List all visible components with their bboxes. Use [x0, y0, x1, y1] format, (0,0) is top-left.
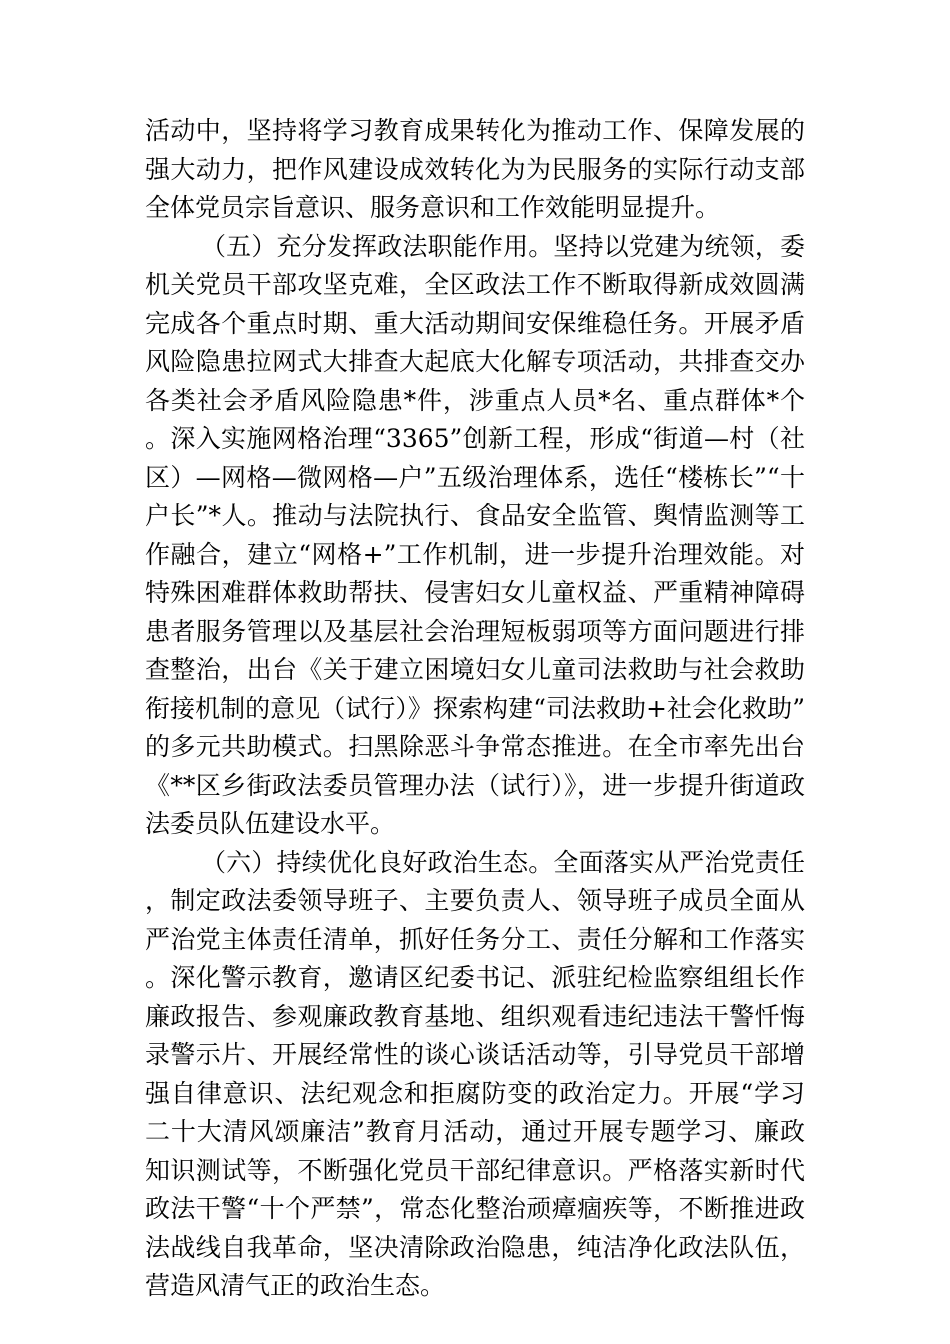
document-page — [145, 112, 805, 1306]
paragraph-section-six: （六）持续优化良好政治生态。全面落实从严治党责任，制定政法委领导班子、主要负责人、领导班子成员全面从严治党主体责任清单，抓好任务分工、责任分解和工作落实。深化警示教育，邀请区纪委书记、派驻纪检监察组组长作廉政报告、参观廉政教育基地、组织观看违纪违法干警忏悔录警示片、开展经常性的谈心谈话活动等，引导党员干部增强自律意识、法纪观念和拒腐防变的政治定力。开展“学习二十大清风颂廉洁”教育月活动，通过开展专题学习、廉政知识测试等，不断强化党员干部纪律意识。严格落实新时代政法干警“十个严禁”，常态化整治顽瘴痼疾等，不断推进政法战线自我革命，坚决清除政治隐患，纯洁净化政法队伍，营造风清气正的政治生态。 — [145, 847, 805, 1300]
paragraph-section-five: （五）充分发挥政法职能作用。坚持以党建为统领，委机关党员干部攻坚克难，全区政法工作不断取得新成效圆满完成各个重点时期、重大活动期间安保维稳任务。开展矛盾风险隐患拉网式大排查大起底大化解专项活动，共排查交办各类社会矛盾风险隐患*件，涉重点人员*名、重点群体*个。深入实施网格治理“3365”创新工程，形成“街道—村（社区）—网格—微网格—户”五级治理体系，选任“楼栋长”“十户长”*人。推动与法院执行、食品安全监管、舆情监测等工作融合，建立“网格+”工作机制，进一步提升治理效能。对特殊困难群体救助帮扶、侵害妇女儿童权益、严重精神障碍患者服务管理以及基层社会治理短板弱项等方面问题进行排查整治，出台《关于建立困境妇女儿童司法救助与社会救助衔接机制的意见（试行）》探索构建“司法救助+社会化救助”的多元共助模式。扫黑除恶斗争常态推进。在全市率先出台《**区乡街政法委员管理办法（试行）》，进一步提升街道政法委员队伍建设水平。 — [145, 231, 805, 838]
paragraph-continuation: 活动中，坚持将学习教育成果转化为推动工作、保障发展的强大动力，把作风建设成效转化为为民服务的实际行动支部全体党员宗旨意识、服务意识和工作效能明显提升。 — [145, 116, 805, 222]
